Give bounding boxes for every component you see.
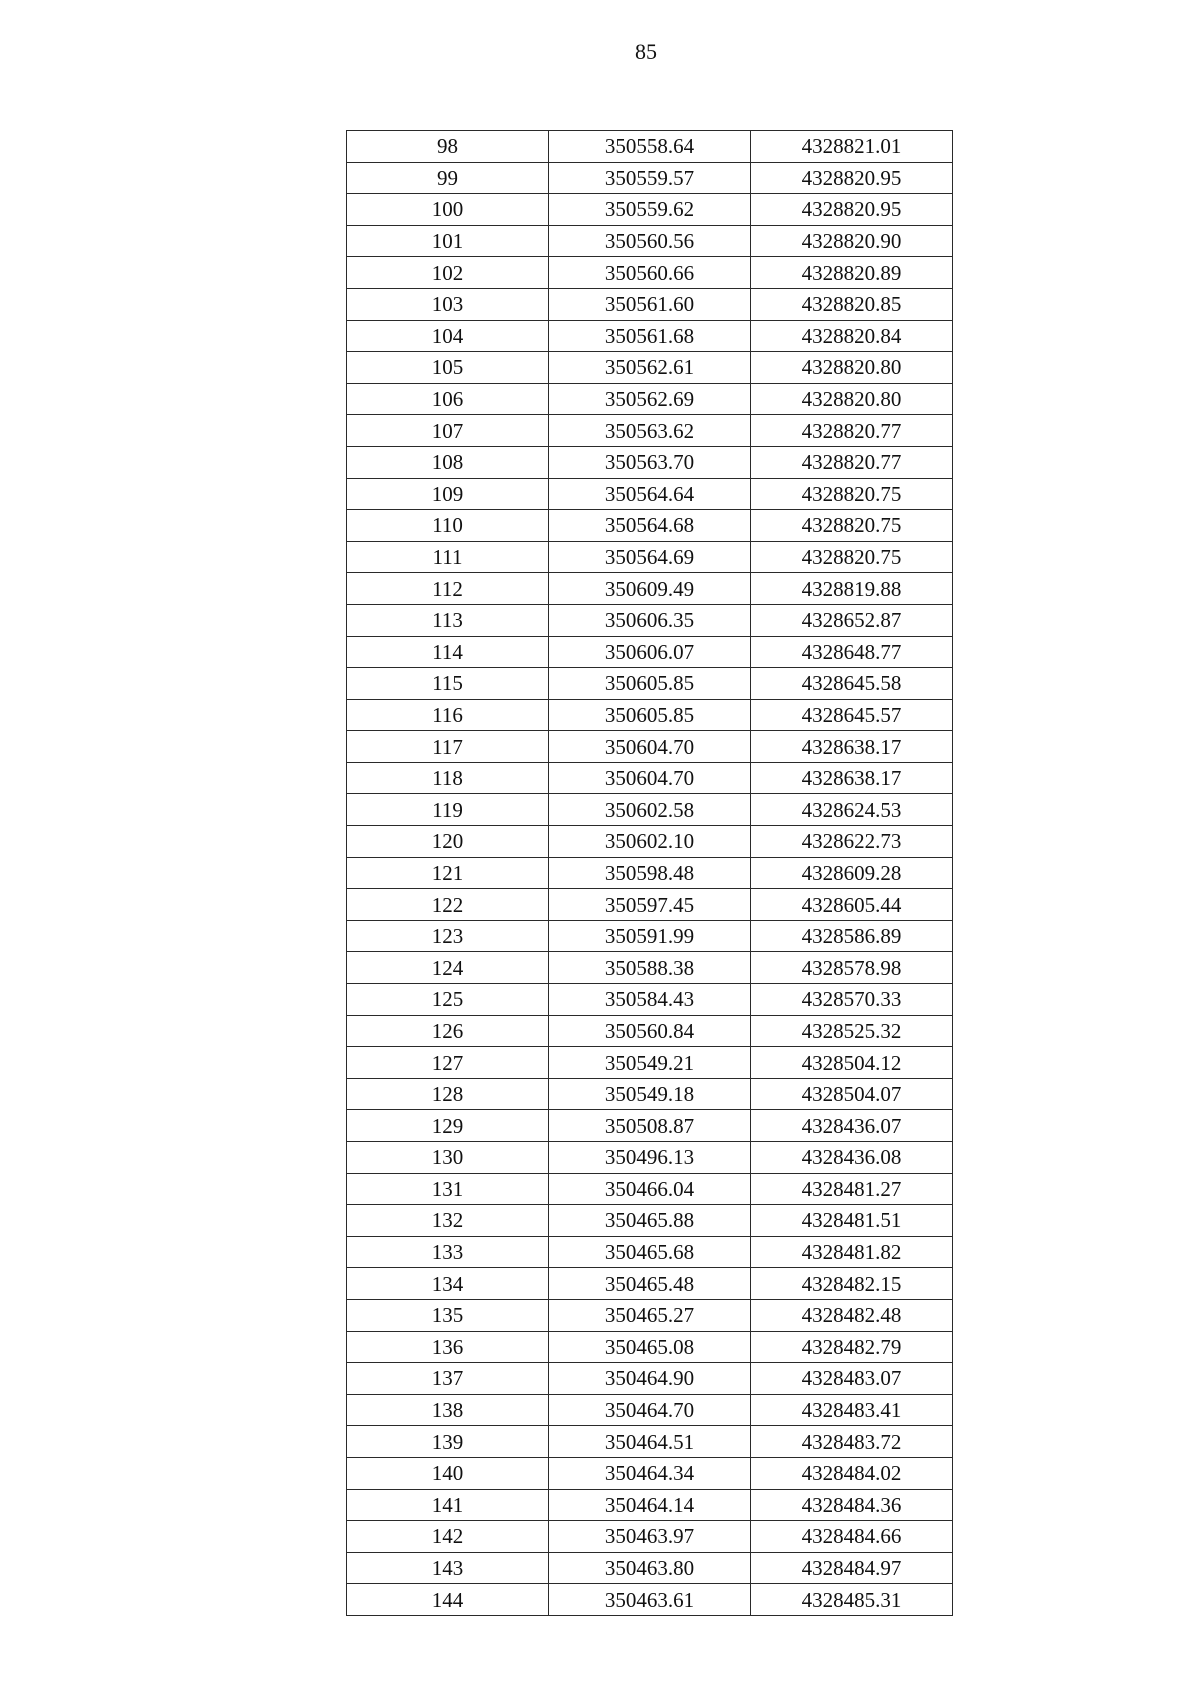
y-coordinate-cell: 4328820.95 bbox=[751, 194, 953, 226]
point-number-cell: 115 bbox=[347, 668, 549, 700]
y-coordinate-cell: 4328821.01 bbox=[751, 131, 953, 163]
point-number-cell: 142 bbox=[347, 1521, 549, 1553]
table-row bbox=[347, 1394, 953, 1426]
y-coordinate-cell: 4328504.12 bbox=[751, 1047, 953, 1079]
y-coordinate-cell: 4328484.36 bbox=[751, 1489, 953, 1521]
table-row bbox=[347, 1331, 953, 1363]
y-coordinate-cell: 4328485.31 bbox=[751, 1584, 953, 1616]
x-coordinate-cell: 350465.08 bbox=[549, 1331, 751, 1363]
x-coordinate-cell: 350463.80 bbox=[549, 1552, 751, 1584]
y-coordinate-cell: 4328586.89 bbox=[751, 920, 953, 952]
x-coordinate-cell: 350549.21 bbox=[549, 1047, 751, 1079]
y-coordinate-cell: 4328648.77 bbox=[751, 636, 953, 668]
point-number-cell: 103 bbox=[347, 288, 549, 320]
table-row bbox=[347, 1489, 953, 1521]
y-coordinate-cell: 4328483.07 bbox=[751, 1363, 953, 1395]
table-row bbox=[347, 1521, 953, 1553]
point-number-cell: 126 bbox=[347, 1015, 549, 1047]
point-number-cell: 108 bbox=[347, 446, 549, 478]
y-coordinate-cell: 4328645.58 bbox=[751, 668, 953, 700]
point-number-cell: 143 bbox=[347, 1552, 549, 1584]
point-number-cell: 101 bbox=[347, 225, 549, 257]
point-number-cell: 111 bbox=[347, 541, 549, 573]
table-row bbox=[347, 731, 953, 763]
y-coordinate-cell: 4328483.41 bbox=[751, 1394, 953, 1426]
x-coordinate-cell: 350508.87 bbox=[549, 1110, 751, 1142]
y-coordinate-cell: 4328436.08 bbox=[751, 1142, 953, 1174]
y-coordinate-cell: 4328622.73 bbox=[751, 826, 953, 858]
y-coordinate-cell: 4328638.17 bbox=[751, 731, 953, 763]
x-coordinate-cell: 350560.56 bbox=[549, 225, 751, 257]
y-coordinate-cell: 4328481.82 bbox=[751, 1236, 953, 1268]
x-coordinate-cell: 350465.48 bbox=[549, 1268, 751, 1300]
table-row bbox=[347, 446, 953, 478]
x-coordinate-cell: 350465.27 bbox=[549, 1299, 751, 1331]
point-number-cell: 129 bbox=[347, 1110, 549, 1142]
y-coordinate-cell: 4328504.07 bbox=[751, 1078, 953, 1110]
table-row bbox=[347, 1552, 953, 1584]
x-coordinate-cell: 350597.45 bbox=[549, 889, 751, 921]
y-coordinate-cell: 4328820.77 bbox=[751, 446, 953, 478]
x-coordinate-cell: 350464.70 bbox=[549, 1394, 751, 1426]
y-coordinate-cell: 4328525.32 bbox=[751, 1015, 953, 1047]
y-coordinate-cell: 4328481.51 bbox=[751, 1205, 953, 1237]
x-coordinate-cell: 350559.57 bbox=[549, 162, 751, 194]
point-number-cell: 141 bbox=[347, 1489, 549, 1521]
x-coordinate-cell: 350561.60 bbox=[549, 288, 751, 320]
x-coordinate-cell: 350559.62 bbox=[549, 194, 751, 226]
y-coordinate-cell: 4328645.57 bbox=[751, 699, 953, 731]
x-coordinate-cell: 350604.70 bbox=[549, 731, 751, 763]
page-number: 85 bbox=[635, 39, 657, 64]
x-coordinate-cell: 350564.68 bbox=[549, 510, 751, 542]
y-coordinate-cell: 4328820.80 bbox=[751, 352, 953, 384]
point-number-cell: 98 bbox=[347, 131, 549, 163]
x-coordinate-cell: 350463.97 bbox=[549, 1521, 751, 1553]
y-coordinate-cell: 4328484.66 bbox=[751, 1521, 953, 1553]
point-number-cell: 140 bbox=[347, 1457, 549, 1489]
table-row bbox=[347, 1299, 953, 1331]
point-number-cell: 118 bbox=[347, 762, 549, 794]
y-coordinate-cell: 4328484.02 bbox=[751, 1457, 953, 1489]
x-coordinate-cell: 350465.88 bbox=[549, 1205, 751, 1237]
point-number-cell: 124 bbox=[347, 952, 549, 984]
point-number-cell: 121 bbox=[347, 857, 549, 889]
point-number-cell: 110 bbox=[347, 510, 549, 542]
y-coordinate-cell: 4328436.07 bbox=[751, 1110, 953, 1142]
coordinate-table bbox=[346, 130, 953, 1616]
x-coordinate-cell: 350463.61 bbox=[549, 1584, 751, 1616]
y-coordinate-cell: 4328820.80 bbox=[751, 383, 953, 415]
x-coordinate-cell: 350562.61 bbox=[549, 352, 751, 384]
x-coordinate-cell: 350496.13 bbox=[549, 1142, 751, 1174]
point-number-cell: 105 bbox=[347, 352, 549, 384]
y-coordinate-cell: 4328482.79 bbox=[751, 1331, 953, 1363]
table-row bbox=[347, 320, 953, 352]
x-coordinate-cell: 350464.90 bbox=[549, 1363, 751, 1395]
x-coordinate-cell: 350560.66 bbox=[549, 257, 751, 289]
table-row bbox=[347, 510, 953, 542]
x-coordinate-cell: 350598.48 bbox=[549, 857, 751, 889]
x-coordinate-cell: 350588.38 bbox=[549, 952, 751, 984]
y-coordinate-cell: 4328482.48 bbox=[751, 1299, 953, 1331]
y-coordinate-cell: 4328578.98 bbox=[751, 952, 953, 984]
x-coordinate-cell: 350562.69 bbox=[549, 383, 751, 415]
table-row bbox=[347, 1173, 953, 1205]
y-coordinate-cell: 4328652.87 bbox=[751, 604, 953, 636]
table-row bbox=[347, 415, 953, 447]
table-row bbox=[347, 1268, 953, 1300]
table-row bbox=[347, 257, 953, 289]
point-number-cell: 127 bbox=[347, 1047, 549, 1079]
point-number-cell: 120 bbox=[347, 826, 549, 858]
y-coordinate-cell: 4328820.85 bbox=[751, 288, 953, 320]
point-number-cell: 135 bbox=[347, 1299, 549, 1331]
point-number-cell: 106 bbox=[347, 383, 549, 415]
point-number-cell: 112 bbox=[347, 573, 549, 605]
y-coordinate-cell: 4328820.84 bbox=[751, 320, 953, 352]
point-number-cell: 114 bbox=[347, 636, 549, 668]
table-row bbox=[347, 1015, 953, 1047]
table-row bbox=[347, 604, 953, 636]
point-number-cell: 123 bbox=[347, 920, 549, 952]
point-number-cell: 104 bbox=[347, 320, 549, 352]
point-number-cell: 102 bbox=[347, 257, 549, 289]
x-coordinate-cell: 350584.43 bbox=[549, 984, 751, 1016]
point-number-cell: 138 bbox=[347, 1394, 549, 1426]
table-row bbox=[347, 1205, 953, 1237]
table-row bbox=[347, 1363, 953, 1395]
y-coordinate-cell: 4328820.77 bbox=[751, 415, 953, 447]
y-coordinate-cell: 4328820.75 bbox=[751, 541, 953, 573]
y-coordinate-cell: 4328484.97 bbox=[751, 1552, 953, 1584]
table-row bbox=[347, 636, 953, 668]
y-coordinate-cell: 4328819.88 bbox=[751, 573, 953, 605]
y-coordinate-cell: 4328820.89 bbox=[751, 257, 953, 289]
x-coordinate-cell: 350464.34 bbox=[549, 1457, 751, 1489]
point-number-cell: 132 bbox=[347, 1205, 549, 1237]
table-row bbox=[347, 541, 953, 573]
x-coordinate-cell: 350558.64 bbox=[549, 131, 751, 163]
table-row bbox=[347, 794, 953, 826]
y-coordinate-cell: 4328570.33 bbox=[751, 984, 953, 1016]
x-coordinate-cell: 350605.85 bbox=[549, 699, 751, 731]
point-number-cell: 134 bbox=[347, 1268, 549, 1300]
x-coordinate-cell: 350563.70 bbox=[549, 446, 751, 478]
table-row bbox=[347, 1236, 953, 1268]
y-coordinate-cell: 4328638.17 bbox=[751, 762, 953, 794]
x-coordinate-cell: 350609.49 bbox=[549, 573, 751, 605]
x-coordinate-cell: 350549.18 bbox=[549, 1078, 751, 1110]
x-coordinate-cell: 350560.84 bbox=[549, 1015, 751, 1047]
x-coordinate-cell: 350465.68 bbox=[549, 1236, 751, 1268]
point-number-cell: 144 bbox=[347, 1584, 549, 1616]
x-coordinate-cell: 350602.10 bbox=[549, 826, 751, 858]
table-row bbox=[347, 1142, 953, 1174]
table-row bbox=[347, 1110, 953, 1142]
x-coordinate-cell: 350602.58 bbox=[549, 794, 751, 826]
table-row bbox=[347, 288, 953, 320]
table-row bbox=[347, 194, 953, 226]
point-number-cell: 100 bbox=[347, 194, 549, 226]
table-row bbox=[347, 352, 953, 384]
x-coordinate-cell: 350464.51 bbox=[549, 1426, 751, 1458]
table-row bbox=[347, 668, 953, 700]
x-coordinate-cell: 350606.35 bbox=[549, 604, 751, 636]
table-row bbox=[347, 1457, 953, 1489]
point-number-cell: 133 bbox=[347, 1236, 549, 1268]
table-row bbox=[347, 699, 953, 731]
x-coordinate-cell: 350564.69 bbox=[549, 541, 751, 573]
point-number-cell: 125 bbox=[347, 984, 549, 1016]
x-coordinate-cell: 350563.62 bbox=[549, 415, 751, 447]
table-row bbox=[347, 826, 953, 858]
table-row bbox=[347, 573, 953, 605]
point-number-cell: 136 bbox=[347, 1331, 549, 1363]
x-coordinate-cell: 350605.85 bbox=[549, 668, 751, 700]
y-coordinate-cell: 4328483.72 bbox=[751, 1426, 953, 1458]
table-row bbox=[347, 1047, 953, 1079]
table-row bbox=[347, 383, 953, 415]
table-row bbox=[347, 952, 953, 984]
point-number-cell: 113 bbox=[347, 604, 549, 636]
point-number-cell: 109 bbox=[347, 478, 549, 510]
table-row bbox=[347, 1078, 953, 1110]
point-number-cell: 117 bbox=[347, 731, 549, 763]
y-coordinate-cell: 4328481.27 bbox=[751, 1173, 953, 1205]
x-coordinate-cell: 350591.99 bbox=[549, 920, 751, 952]
table-row bbox=[347, 225, 953, 257]
point-number-cell: 116 bbox=[347, 699, 549, 731]
table-row bbox=[347, 478, 953, 510]
y-coordinate-cell: 4328609.28 bbox=[751, 857, 953, 889]
x-coordinate-cell: 350464.14 bbox=[549, 1489, 751, 1521]
x-coordinate-cell: 350604.70 bbox=[549, 762, 751, 794]
table-row bbox=[347, 131, 953, 163]
coordinate-table-body bbox=[347, 131, 953, 1616]
x-coordinate-cell: 350606.07 bbox=[549, 636, 751, 668]
x-coordinate-cell: 350564.64 bbox=[549, 478, 751, 510]
y-coordinate-cell: 4328820.95 bbox=[751, 162, 953, 194]
table-row bbox=[347, 162, 953, 194]
table-row bbox=[347, 762, 953, 794]
table-row bbox=[347, 857, 953, 889]
y-coordinate-cell: 4328820.75 bbox=[751, 478, 953, 510]
y-coordinate-cell: 4328820.75 bbox=[751, 510, 953, 542]
y-coordinate-cell: 4328820.90 bbox=[751, 225, 953, 257]
table-row bbox=[347, 889, 953, 921]
table-row bbox=[347, 984, 953, 1016]
table-row bbox=[347, 1584, 953, 1616]
point-number-cell: 137 bbox=[347, 1363, 549, 1395]
point-number-cell: 122 bbox=[347, 889, 549, 921]
point-number-cell: 139 bbox=[347, 1426, 549, 1458]
table-row bbox=[347, 920, 953, 952]
y-coordinate-cell: 4328605.44 bbox=[751, 889, 953, 921]
x-coordinate-cell: 350561.68 bbox=[549, 320, 751, 352]
table-row bbox=[347, 1426, 953, 1458]
point-number-cell: 107 bbox=[347, 415, 549, 447]
x-coordinate-cell: 350466.04 bbox=[549, 1173, 751, 1205]
point-number-cell: 119 bbox=[347, 794, 549, 826]
y-coordinate-cell: 4328624.53 bbox=[751, 794, 953, 826]
point-number-cell: 130 bbox=[347, 1142, 549, 1174]
point-number-cell: 131 bbox=[347, 1173, 549, 1205]
point-number-cell: 128 bbox=[347, 1078, 549, 1110]
y-coordinate-cell: 4328482.15 bbox=[751, 1268, 953, 1300]
point-number-cell: 99 bbox=[347, 162, 549, 194]
